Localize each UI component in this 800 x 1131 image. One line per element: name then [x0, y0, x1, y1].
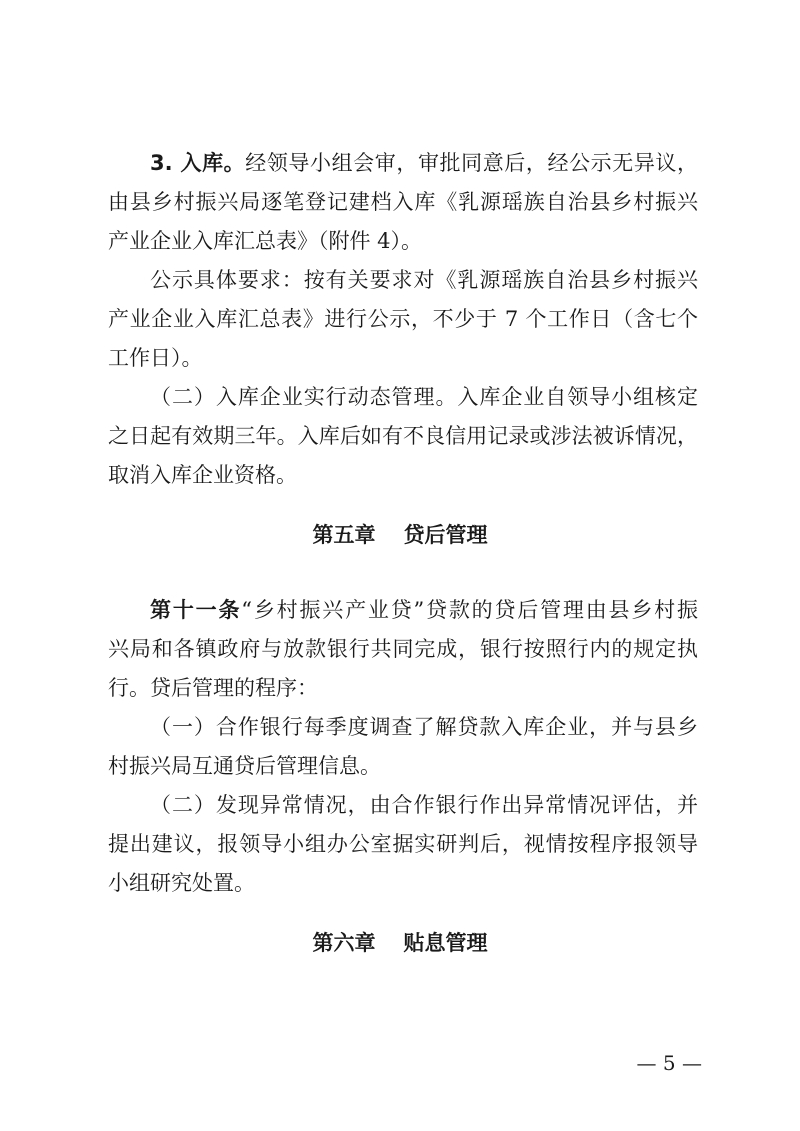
para2-line1: 公示具体要求：按有关要求对《乳源瑶族自治县乡村振兴	[150, 268, 698, 292]
chapter6-title: 贴息管理	[403, 931, 488, 955]
chapter6-number: 第六章	[312, 931, 376, 955]
chapter6-heading	[0, 928, 800, 958]
para3-line3: 取消入库企业资格。	[108, 463, 297, 487]
item2-line1: （二）发现异常情况，由合作银行作出异常情况评估，并	[150, 793, 698, 817]
article11-line2: 兴局和各镇政府与放款银行共同完成，银行按照行内的规定执	[108, 637, 698, 661]
para1-line1	[108, 148, 698, 178]
page-number: — 5 —	[636, 1051, 702, 1075]
item1-line1: （一）合作银行每季度调查了解贷款入库企业，并与县乡	[150, 715, 698, 739]
chapter5-number: 第五章	[312, 523, 376, 547]
para1-line2: 由县乡村振兴局逐笔登记建档入库《乳源瑶族自治县乡村振兴	[108, 190, 698, 214]
para2-line3: 工作日）。	[108, 346, 203, 370]
para1-line1-text: 经领导小组会审，审批同意后，经公示无异议，	[245, 151, 698, 175]
item2-line3: 小组研究处置。	[108, 871, 255, 895]
article11-line1-text: “乡村振兴产业贷”贷款的贷后管理由县乡村振	[241, 598, 698, 622]
para1-line3: 产业企业入库汇总表》（附件 4）。	[108, 229, 423, 253]
article11-lead: 第十一条	[150, 598, 242, 622]
item2-line2: 提出建议，报领导小组办公室据实研判后，视情按程序报领导	[108, 832, 698, 856]
para1-lead: 3. 入库。	[150, 151, 246, 175]
chapter5-title: 贷后管理	[403, 523, 488, 547]
article11-line1	[108, 595, 698, 625]
article11-line3: 行。贷后管理的程序：	[108, 676, 318, 700]
para3-line2: 之日起有效期三年。入库后如有不良信用记录或涉法被诉情况，	[108, 424, 698, 448]
para3-line1: （二）入库企业实行动态管理。入库企业自领导小组核定	[150, 385, 698, 409]
item1-line2: 村振兴局互通贷后管理信息。	[108, 754, 381, 778]
chapter5-heading	[0, 520, 800, 550]
para2-line2: 产业企业入库汇总表》进行公示，不少于 7 个工作日（含七个	[108, 307, 698, 331]
